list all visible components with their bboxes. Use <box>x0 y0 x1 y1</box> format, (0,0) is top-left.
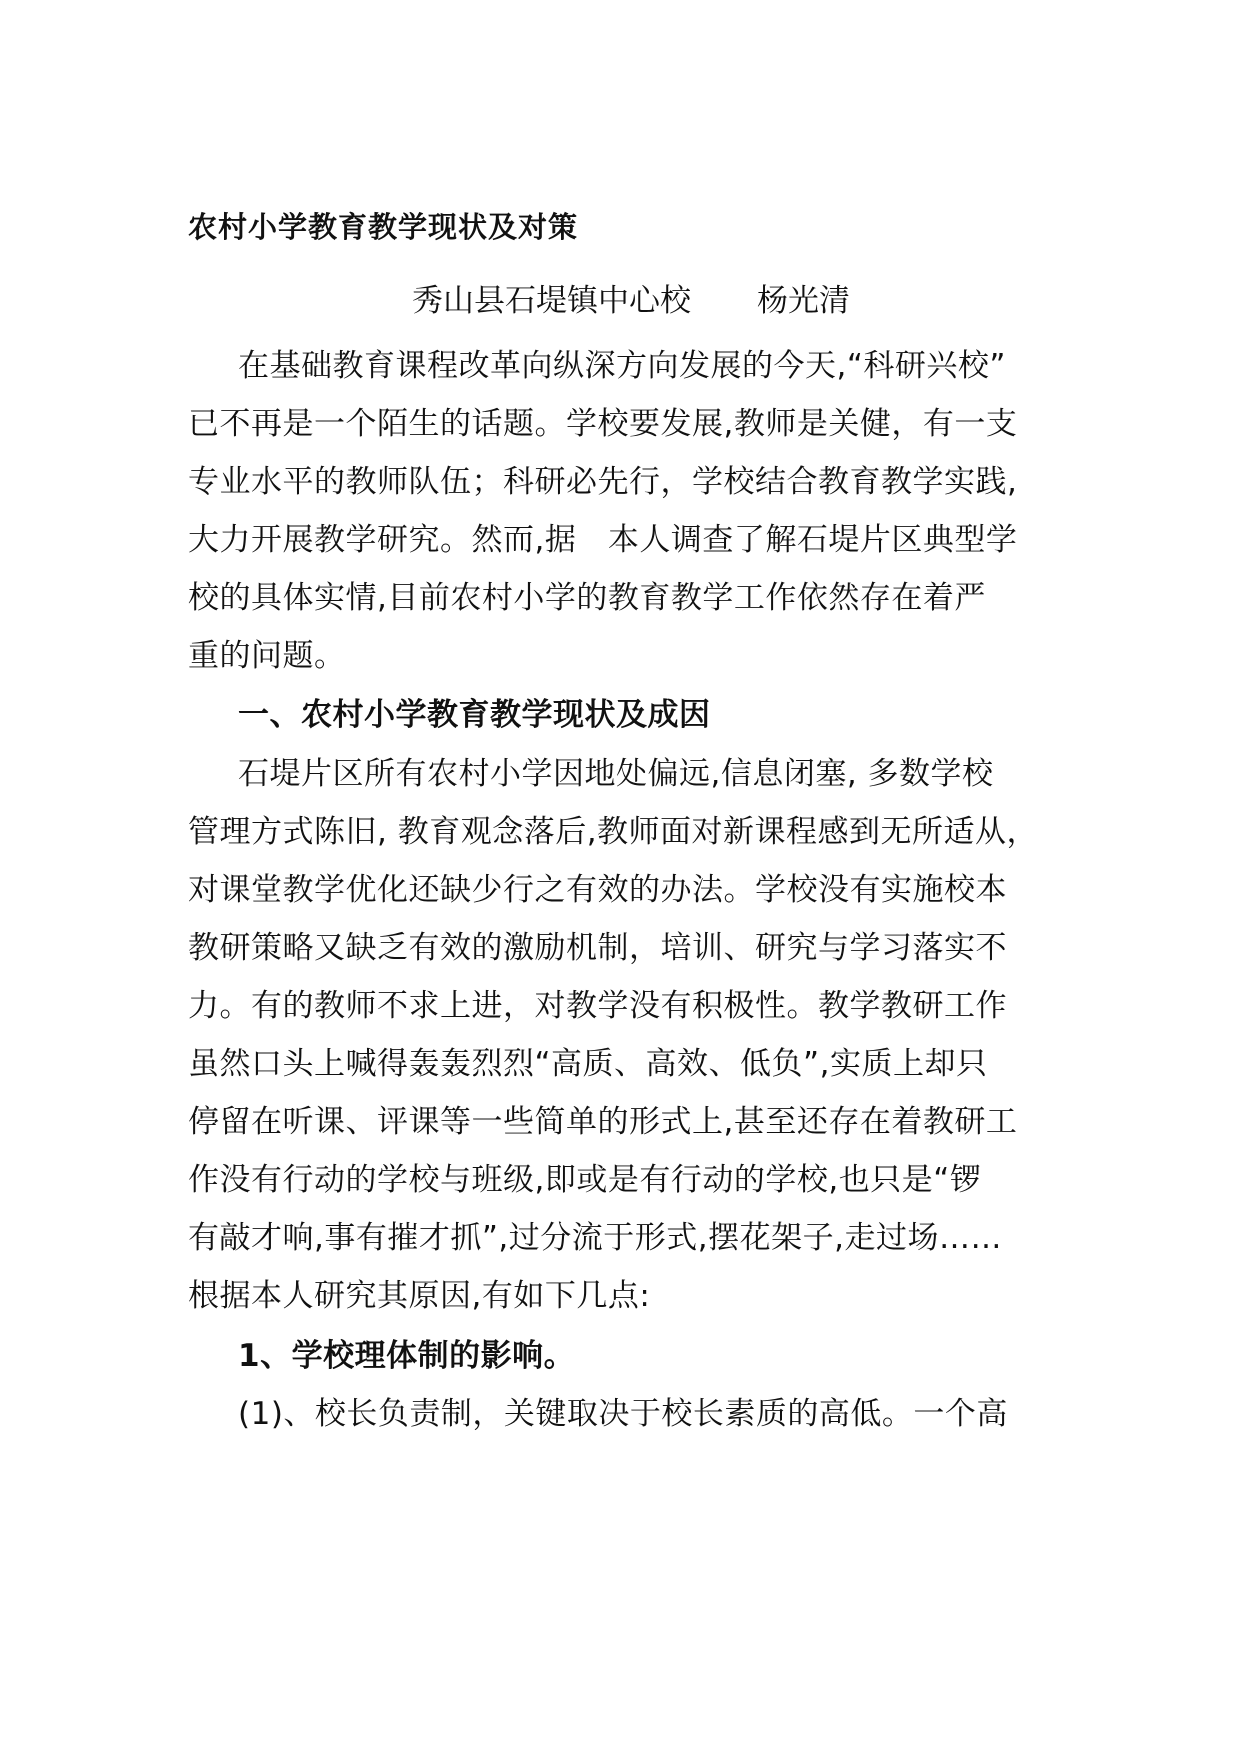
paragraph-line: 根据本人研究其原因,有如下几点: <box>188 1278 651 1314</box>
paragraph-line: 对课堂教学优化还缺少行之有效的办法。学校没有实施校本 <box>188 872 1007 908</box>
paragraph-line: 大力开展教学研究。然而,据 本人调查了解石堤片区典型学 <box>188 522 1018 558</box>
paragraph-line: 停留在听课、评课等一些简单的形式上,甚至还存在着教研工 <box>188 1104 1018 1140</box>
paragraph-line: 专业水平的教师队伍；科研必先行，学校结合教育教学实践, <box>188 464 1018 500</box>
subsection-heading: 1、学校理体制的影响。 <box>238 1338 576 1374</box>
paragraph-line: (1)、校长负责制，关键取决于校长素质的高低。一个高 <box>238 1396 1008 1432</box>
paragraph-line: 重的问题。 <box>188 638 346 674</box>
school-name: 秀山县石堤镇中心校 <box>412 283 691 319</box>
document-title: 农村小学教育教学现状及对策 <box>188 210 579 244</box>
paragraph-line: 虽然口头上喊得轰轰烈烈“高质、高效、低负”,实质上却只 <box>188 1046 988 1082</box>
paragraph-line: 石堤片区所有农村小学因地处偏远,信息闭塞, 多数学校 <box>238 756 994 792</box>
author-line <box>412 275 850 320</box>
paragraph-line: 力。有的教师不求上进，对教学没有积极性。教学教研工作 <box>188 988 1007 1024</box>
paragraph-line: 校的具体实情,目前农村小学的教育教学工作依然存在着严 <box>188 580 986 616</box>
paragraph-line: 在基础教育课程改革向纵深方向发展的今天,“科研兴校” <box>238 348 1006 384</box>
paragraph-line: 管理方式陈旧, 教育观念落后,教师面对新课程感到无所适从， <box>188 814 1039 850</box>
paragraph-line: 有敲才响,事有摧才抓”,过分流于形式,摆花架子,走过场…… <box>188 1220 1002 1256</box>
paragraph-line: 作没有行动的学校与班级,即或是有行动的学校,也只是“锣 <box>188 1162 982 1198</box>
paragraph-line: 已不再是一个陌生的话题。学校要发展,教师是关健，有一支 <box>188 406 1018 442</box>
author-name: 杨光清 <box>757 283 850 319</box>
section-heading: 一、农村小学教育教学现状及成因 <box>238 697 711 733</box>
paragraph-line: 教研策略又缺乏有效的激励机制，培训、研究与学习落实不 <box>188 930 1007 966</box>
